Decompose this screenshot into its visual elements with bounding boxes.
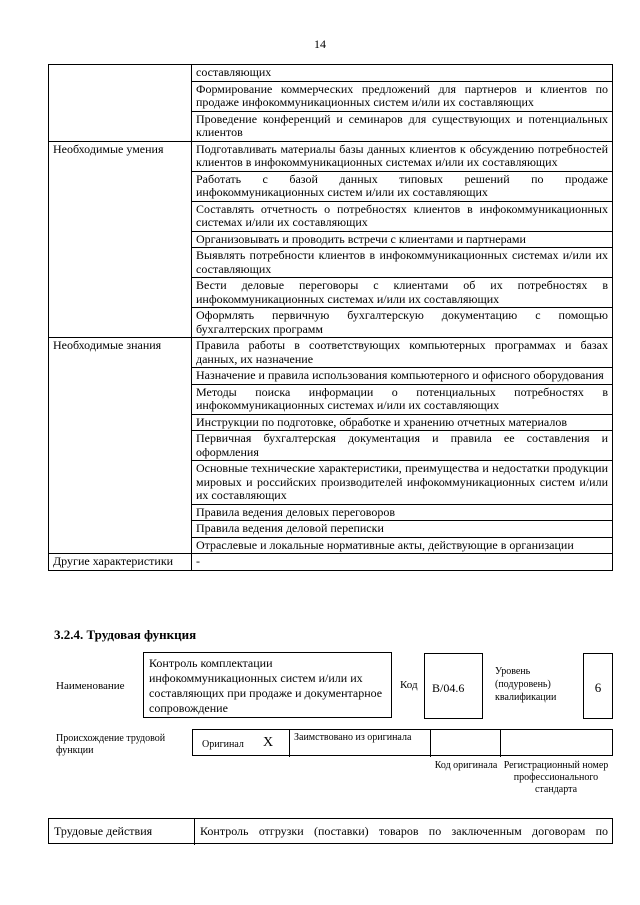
row-label: Другие характеристики — [49, 554, 192, 571]
code-value: B/04.6 — [432, 681, 465, 695]
code-value-box — [424, 653, 483, 719]
reg-number-caption: Регистрационный номер профессионального стандарта — [503, 760, 609, 795]
competency-table — [48, 64, 613, 571]
row-label: Необходимые знания — [49, 338, 192, 554]
row-cell: Вести деловые переговоры с клиентами об их потребностях в инфокоммуникационных системах и/или их составляющих — [192, 278, 613, 308]
table-row — [49, 338, 613, 368]
row-cell: - — [192, 554, 613, 571]
row-cell: Работать с базой данных типовых решений по продаже инфокоммуникационных систем и/или их составляющих — [192, 171, 613, 201]
row-label: Необходимые умения — [49, 141, 192, 338]
actions-label: Трудовые действия — [54, 824, 153, 838]
origin-divider — [289, 730, 290, 757]
row-cell: Формирование коммерческих предложений для партнеров и клиентов по продаже инфокоммуникационных систем и/или их составляющих — [192, 81, 613, 111]
row-cell: Назначение и правила использования компьютерного и офисного оборудования — [192, 368, 613, 385]
code-original-caption: Код оригинала — [434, 760, 498, 771]
row-cell: составляющих — [192, 65, 613, 82]
name-value: Контроль комплектации инфокоммуникационных систем и/или их составляющих при продаже и документарное сопровождение — [149, 656, 383, 715]
row-cell: Отраслевые и локальные нормативные акты, действующие в организации — [192, 537, 613, 554]
name-value-box — [143, 652, 392, 718]
row-cell: Проведение конференций и семинаров для существующих и потенциальных клиентов — [192, 111, 613, 141]
section-title: 3.2.4. Трудовая функция — [54, 627, 197, 642]
actions-text: Контроль отгрузки (поставки) товаров по заключенным договорам по — [200, 824, 608, 838]
level-label: Уровень (подуровень) квалификации — [495, 666, 557, 703]
origin-divider-3 — [500, 730, 501, 757]
row-cell: Составлять отчетность о потребностях клиентов в инфокоммуникационных системах и/или их составляющих — [192, 201, 613, 231]
row-cell: Оформлять первичную бухгалтерскую документацию с помощью бухгалтерских программ — [192, 308, 613, 338]
row-cell: Основные технические характеристики, преимущества и недостатки продукции мировых и российских производителей инфокоммуникационных систем и/или их составляющих — [192, 461, 613, 505]
borrowed-label: Заимствовано из оригинала — [294, 732, 412, 743]
row-cell: Инструкции по подготовке, обработке и хранению отчетных материалов — [192, 414, 613, 431]
row-cell: Организовывать и проводить встречи с клиентами и партнерами — [192, 231, 613, 248]
actions-row — [48, 818, 613, 844]
origin-divider-2 — [430, 730, 431, 757]
row-cell: Первичная бухгалтерская документация и правила ее составления и оформления — [192, 431, 613, 461]
page-number: 14 — [314, 37, 326, 51]
level-value: 6 — [594, 680, 602, 695]
origin-label: Происхождение трудовой функции — [56, 733, 166, 756]
row-cell: Правила ведения деловой переписки — [192, 521, 613, 538]
row-cell: Подготавливать материалы базы данных клиентов к обсуждению потребностей клиентов в инфокоммуникационных системах и/или их составляющих — [192, 141, 613, 171]
origin-row — [192, 729, 613, 756]
original-label: Оригинал — [202, 739, 244, 750]
row-cell: Методы поиска информации о потенциальных потребностях в инфокоммуникационных системах и/или их составляющих — [192, 384, 613, 414]
code-label: Код — [400, 679, 418, 691]
original-mark: X — [263, 735, 274, 750]
table-row — [49, 554, 613, 571]
row-cell: Выявлять потребности клиентов в инфокоммуникационных системах и/или их составляющих — [192, 248, 613, 278]
row-cell: Правила работы в соответствующих компьютерных программах и базах данных, их назначение — [192, 338, 613, 368]
row-cell: Правила ведения деловых переговоров — [192, 504, 613, 521]
table-row — [49, 65, 613, 82]
actions-divider — [194, 819, 195, 845]
row-label — [49, 65, 192, 142]
level-value-box — [583, 653, 613, 719]
name-label: Наименование — [56, 680, 125, 692]
table-row — [49, 141, 613, 171]
